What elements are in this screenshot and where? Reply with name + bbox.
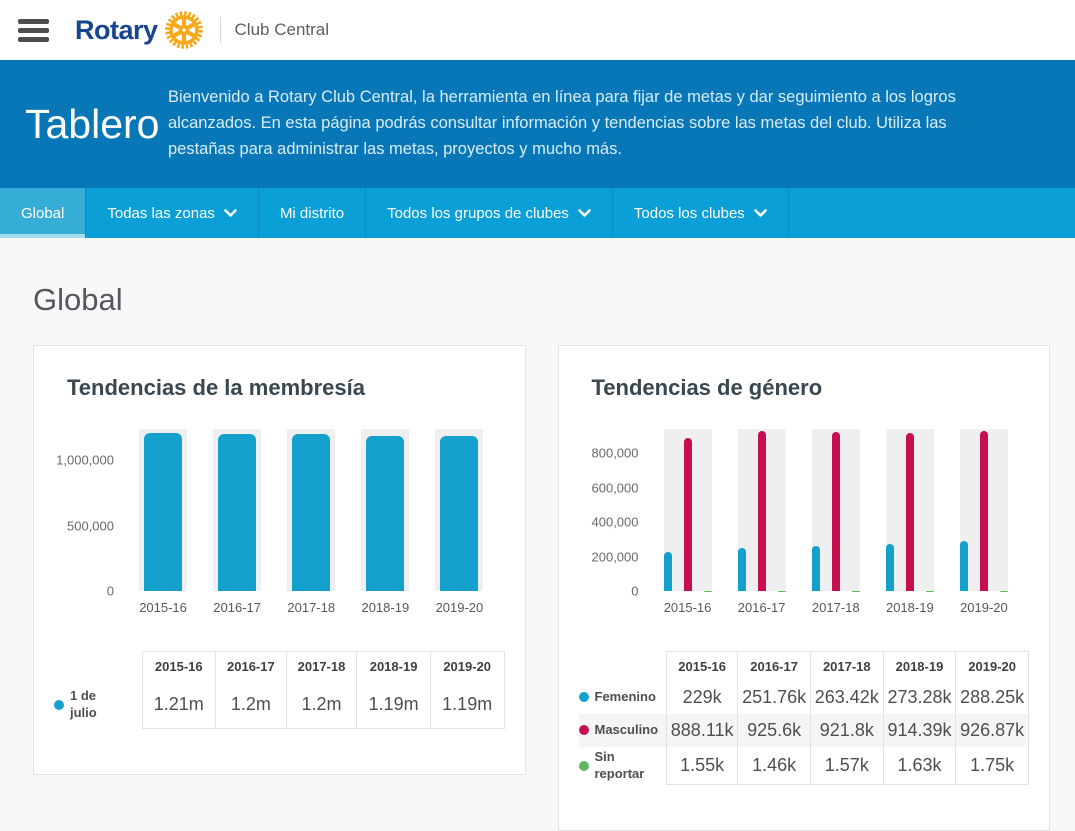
- series-legend: [579, 722, 661, 739]
- table-value: 1.55k: [667, 747, 738, 785]
- table-value: 1.2m: [286, 681, 357, 729]
- bar-femenino[interactable]: [886, 544, 894, 591]
- chart-column: [651, 429, 725, 621]
- tab-label: Global: [21, 205, 64, 222]
- y-axis-tick: 0: [631, 584, 638, 599]
- series-legend: [579, 689, 661, 706]
- bar-1-de-julio[interactable]: [440, 436, 478, 591]
- table-header-2019-20: 2019-20: [956, 652, 1029, 682]
- tab-label: Todos los clubes: [634, 205, 745, 222]
- chart-column: [873, 429, 947, 621]
- bar-femenino[interactable]: [664, 552, 672, 591]
- table-header-2018-19: 2018-19: [357, 652, 431, 682]
- membership-data-table: [54, 651, 505, 729]
- column-band: [886, 429, 934, 591]
- bar-femenino[interactable]: [738, 548, 746, 591]
- series-legend: [579, 749, 661, 783]
- chart-column: [348, 429, 422, 621]
- rotary-wordmark: Rotary: [75, 15, 158, 46]
- bar-1-de-julio[interactable]: [218, 434, 256, 591]
- membership-trends-card: [33, 345, 526, 775]
- card-title: Tendencias de género: [592, 375, 1030, 401]
- legend-cell: [579, 714, 667, 747]
- table-value: 288.25k: [956, 681, 1029, 714]
- tab-label: Todos los grupos de clubes: [387, 205, 569, 222]
- table-value: 888.11k: [667, 714, 738, 747]
- column-band: [738, 429, 786, 591]
- bar-femenino[interactable]: [960, 541, 968, 591]
- column-band: [960, 429, 1008, 591]
- card-title: Tendencias de la membresía: [67, 375, 505, 401]
- dashboard-cards: [33, 345, 1050, 831]
- chart-column: [126, 429, 200, 621]
- legend-label: Femenino: [595, 689, 656, 706]
- chevron-down-icon: [754, 209, 767, 218]
- x-axis-label: 2015-16: [664, 600, 712, 615]
- chevron-down-icon: [224, 209, 237, 218]
- table-corner: [54, 652, 142, 682]
- y-axis-tick: 0: [107, 584, 114, 599]
- tab-mi-distrito[interactable]: [259, 188, 366, 238]
- chart-column: [200, 429, 274, 621]
- table-value: 1.75k: [956, 747, 1029, 785]
- table-value: 1.21m: [142, 681, 216, 729]
- table-value: 229k: [667, 681, 738, 714]
- column-band: [139, 429, 187, 591]
- bar-1-de-julio[interactable]: [292, 434, 330, 591]
- column-band: [435, 429, 483, 591]
- table-value: 1.19m: [430, 681, 504, 729]
- chart-column: [422, 429, 496, 621]
- bar-1-de-julio[interactable]: [366, 436, 404, 591]
- plot-area: [651, 429, 1022, 621]
- hero-banner: [0, 60, 1075, 188]
- bar-masculino[interactable]: [832, 432, 840, 591]
- table-row-1-de-julio: [54, 681, 504, 729]
- gender-bar-chart: [579, 429, 1030, 621]
- legend-dot-sin-reportar: [579, 761, 589, 771]
- y-axis-tick: 1,000,000: [56, 453, 114, 468]
- table-value: 273.28k: [883, 681, 956, 714]
- legend-cell: [579, 747, 667, 785]
- table-value: 1.46k: [738, 747, 811, 785]
- column-band: [287, 429, 335, 591]
- header-divider: [220, 17, 221, 43]
- bar-1-de-julio[interactable]: [144, 433, 182, 591]
- x-axis-label: 2018-19: [361, 600, 409, 615]
- section-title: Global: [33, 282, 1075, 318]
- x-axis-label: 2017-18: [287, 600, 335, 615]
- scope-tabbar: [0, 188, 1075, 238]
- gender-trends-card: [558, 345, 1051, 831]
- tab-todos-los-clubes[interactable]: [613, 188, 789, 238]
- table-row-femenino: [579, 681, 1029, 714]
- bar-masculino[interactable]: [980, 431, 988, 591]
- y-axis-tick: 800,000: [592, 446, 639, 461]
- tab-global[interactable]: [0, 188, 86, 238]
- column-band: [812, 429, 860, 591]
- bar-masculino[interactable]: [758, 431, 766, 591]
- series-legend: [54, 688, 136, 722]
- table-value: 251.76k: [738, 681, 811, 714]
- y-axis: [54, 429, 126, 591]
- chart-column: [799, 429, 873, 621]
- table-header-row: [54, 652, 504, 682]
- table-value: 921.8k: [810, 714, 883, 747]
- x-axis-label: 2016-17: [213, 600, 261, 615]
- legend-cell: [579, 681, 667, 714]
- x-axis-label: 2019-20: [960, 600, 1008, 615]
- table-value: 263.42k: [810, 681, 883, 714]
- legend-dot-masculino: [579, 725, 589, 735]
- rotary-brand[interactable]: [75, 10, 204, 50]
- table-value: 1.57k: [810, 747, 883, 785]
- legend-cell: [54, 681, 142, 729]
- tab-todas-las-zonas[interactable]: [86, 188, 259, 238]
- bar-masculino[interactable]: [684, 438, 692, 591]
- rotary-wheel-icon: [164, 10, 204, 50]
- top-header: [0, 0, 1075, 60]
- table-header-2017-18: 2017-18: [286, 652, 357, 682]
- legend-label: 1 de julio: [70, 688, 112, 722]
- app-name: Club Central: [235, 20, 330, 40]
- chart-column: [274, 429, 348, 621]
- legend-dot-1-de-julio: [54, 700, 64, 710]
- table-corner: [579, 652, 667, 682]
- x-axis-label: 2018-19: [886, 600, 934, 615]
- y-axis-tick: 400,000: [592, 515, 639, 530]
- column-band: [213, 429, 261, 591]
- tab-todos-los-grupos-de-clubes[interactable]: [366, 188, 613, 238]
- hero-description: Bienvenido a Rotary Club Central, la herramienta en línea para fijar de metas y dar seguimiento a los logros alcanzados. En esta página podrás consultar información y tendencias sobre las metas del club. Utiliza las pestañas para administrar las metas, proyectos y mucho más.: [168, 85, 1034, 162]
- table-header-2016-17: 2016-17: [216, 652, 287, 682]
- bar-femenino[interactable]: [812, 546, 820, 591]
- table-header-2018-19: 2018-19: [883, 652, 956, 682]
- tab-label: Todas las zonas: [107, 205, 215, 222]
- chevron-down-icon: [578, 209, 591, 218]
- tab-label: Mi distrito: [280, 205, 344, 222]
- legend-label: Sin reportar: [595, 749, 661, 783]
- table-header-2015-16: 2015-16: [142, 652, 216, 682]
- legend-label: Masculino: [595, 722, 659, 739]
- table-value: 1.19m: [357, 681, 431, 729]
- gender-data-table: [579, 651, 1030, 785]
- bar-masculino[interactable]: [906, 433, 914, 591]
- table-row-sin-reportar: [579, 747, 1029, 785]
- y-axis: [579, 429, 651, 591]
- table-value: 926.87k: [956, 714, 1029, 747]
- table-header-2017-18: 2017-18: [810, 652, 883, 682]
- table-value: 925.6k: [738, 714, 811, 747]
- legend-dot-femenino: [579, 692, 589, 702]
- column-band: [361, 429, 409, 591]
- membership-bar-chart: [54, 429, 505, 621]
- x-axis-label: 2015-16: [139, 600, 187, 615]
- table-header-2019-20: 2019-20: [430, 652, 504, 682]
- plot-area: [126, 429, 497, 621]
- table-header-row: [579, 652, 1029, 682]
- y-axis-tick: 500,000: [67, 518, 114, 533]
- y-axis-tick: 200,000: [592, 549, 639, 564]
- column-band: [664, 429, 712, 591]
- table-value: 1.2m: [216, 681, 287, 729]
- table-value: 1.63k: [883, 747, 956, 785]
- table-header-2016-17: 2016-17: [738, 652, 811, 682]
- x-axis-label: 2016-17: [738, 600, 786, 615]
- chart-column: [947, 429, 1021, 621]
- chart-column: [725, 429, 799, 621]
- page-title: Tablero: [0, 101, 168, 148]
- hamburger-menu-icon[interactable]: [18, 15, 49, 46]
- x-axis-label: 2017-18: [812, 600, 860, 615]
- table-row-masculino: [579, 714, 1029, 747]
- x-axis-label: 2019-20: [436, 600, 484, 615]
- table-value: 914.39k: [883, 714, 956, 747]
- y-axis-tick: 600,000: [592, 480, 639, 495]
- table-header-2015-16: 2015-16: [667, 652, 738, 682]
